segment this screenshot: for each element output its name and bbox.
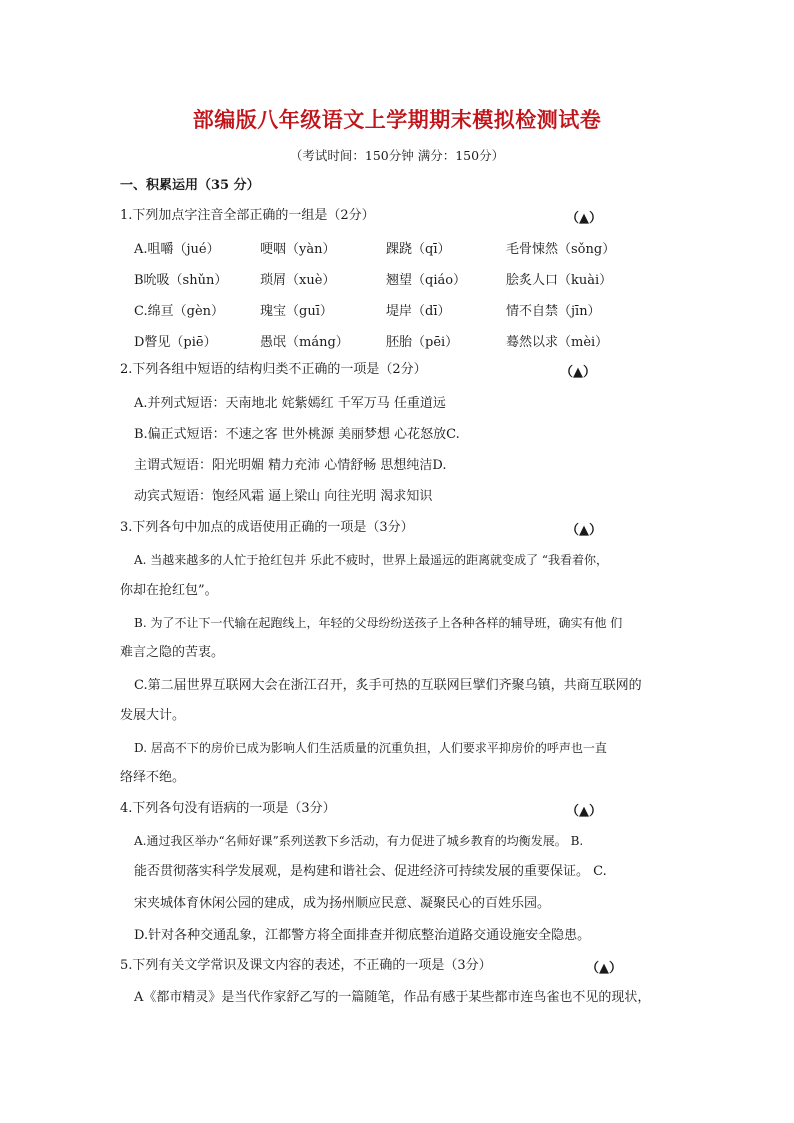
q1-option-a-2: 哽咽（yàn）	[260, 242, 336, 257]
q1-option-d-4: 蓦然以求（mèi）	[506, 335, 609, 350]
q3-option-d-line-2: 络绎不绝。	[120, 770, 186, 785]
q4-option-a: A.通过我区举办“名师好课”系列送教下乡活动，有力促进了城乡教育的均衡发展。 B.	[134, 834, 584, 848]
q1-option-b-1: B吮吸（shǔn）	[134, 273, 228, 288]
q1-option-a-1: A.咀嚼（jué）	[134, 242, 220, 257]
q1-option-a-4: 毛骨悚然（sǒng）	[506, 242, 616, 257]
question-5-answer-mark: （▲）	[586, 961, 622, 976]
question-3-stem: 3.下列各句中加点的成语使用正确的一项是（3分）	[120, 520, 414, 535]
q5-option-a-line-1: A《都市精灵》是当代作家舒乙写的一篇随笔，作品有感于某些都市连鸟雀也不见的现状，	[134, 990, 651, 1005]
q2-option-b: B.偏正式短语：不速之客 世外桃源 美丽梦想 心花怒放C.	[134, 427, 460, 442]
q3-option-d-line-1: D. 居高不下的房价已成为影响人们生活质量的沉重负担，人们要求平抑房价的呼声也一直	[134, 741, 607, 755]
q1-option-d-2: 愚氓（máng）	[260, 335, 349, 350]
q1-option-b-2: 琐屑（xuè）	[260, 273, 336, 288]
q1-option-c-3: 堤岸（dī）	[386, 304, 451, 319]
q4-option-c: 宋夹城体育休闲公园的建成，成为扬州顺应民意、凝聚民心的百姓乐园。	[134, 896, 551, 911]
q1-option-c-4: 情不自禁（jīn）	[506, 304, 601, 319]
question-2-answer-mark: （▲）	[560, 365, 596, 380]
question-4-answer-mark: （▲）	[566, 804, 602, 819]
question-2-stem: 2.下列各组中短语的结构归类不正确的一项是（2分）	[120, 362, 427, 377]
exam-info: （考试时间：150分钟 满分：150分）	[289, 148, 505, 163]
question-5-stem: 5.下列有关文学常识及课文内容的表述，不正确的一项是（3分）	[120, 958, 492, 973]
q4-option-d: D.针对各种交通乱象，江都警方将全面排查并彻底整治道路交通设施安全隐患。	[134, 928, 591, 943]
question-3-answer-mark: （▲）	[566, 523, 602, 538]
q1-option-c-2: 瑰宝（guī）	[260, 304, 333, 319]
q2-option-c: 主谓式短语：阳光明媚 精力充沛 心情舒畅 思想纯洁D.	[134, 458, 447, 473]
q3-option-c-line-2: 发展大计。	[120, 708, 186, 723]
q3-option-c-line-1: C.第二届世界互联网大会在浙江召开，炙手可热的互联网巨擘们齐聚乌镇，共商互联网的	[134, 678, 642, 693]
q3-option-b-line-2: 难言之隐的苦衷。	[120, 645, 225, 660]
q3-option-a-line-2: 你却在抢红包”。	[120, 583, 218, 598]
q2-option-d: 动宾式短语：饱经风霜 逼上梁山 向往光明 渴求知识	[134, 489, 433, 504]
q1-option-b-4: 脍炙人口（kuài）	[506, 273, 613, 288]
question-1-stem: 1.下列加点字注音全部正确的一组是（2分）	[120, 208, 375, 223]
q1-option-b-3: 翘望（qiáo）	[386, 273, 467, 288]
q3-option-b-line-1: B. 为了不让下一代输在起跑线上，年轻的父母纷纷送孩子上各种各样的辅导班，确实有他 们	[134, 616, 623, 630]
question-1-answer-mark: （▲）	[566, 211, 602, 226]
q4-option-b: 能否贯彻落实科学发展观，是构建和谐社会、促进经济可持续发展的重要保证。 C.	[134, 864, 607, 879]
q1-option-d-1: D瞥见（piē）	[134, 335, 217, 350]
page-title: 部编版八年级语文上学期期末模拟检测试卷	[192, 107, 602, 132]
q1-option-d-3: 胚胎（pēi）	[386, 335, 459, 350]
q1-option-c-1: C.绵亘（gèn）	[134, 304, 225, 319]
q3-option-a-line-1: A. 当越来越多的人忙于抢红包并 乐此不疲时，世界上最遥远的距离就变成了 “我看着你，	[134, 553, 609, 567]
section-heading: 一、积累运用（35 分）	[120, 178, 260, 193]
q1-option-a-3: 踝跷（qī）	[386, 242, 451, 257]
question-4-stem: 4.下列各句没有语病的一项是（3分）	[120, 801, 336, 816]
q2-option-a: A.并列式短语：天南地北 姹紫嫣红 千军万马 任重道远	[134, 396, 446, 411]
